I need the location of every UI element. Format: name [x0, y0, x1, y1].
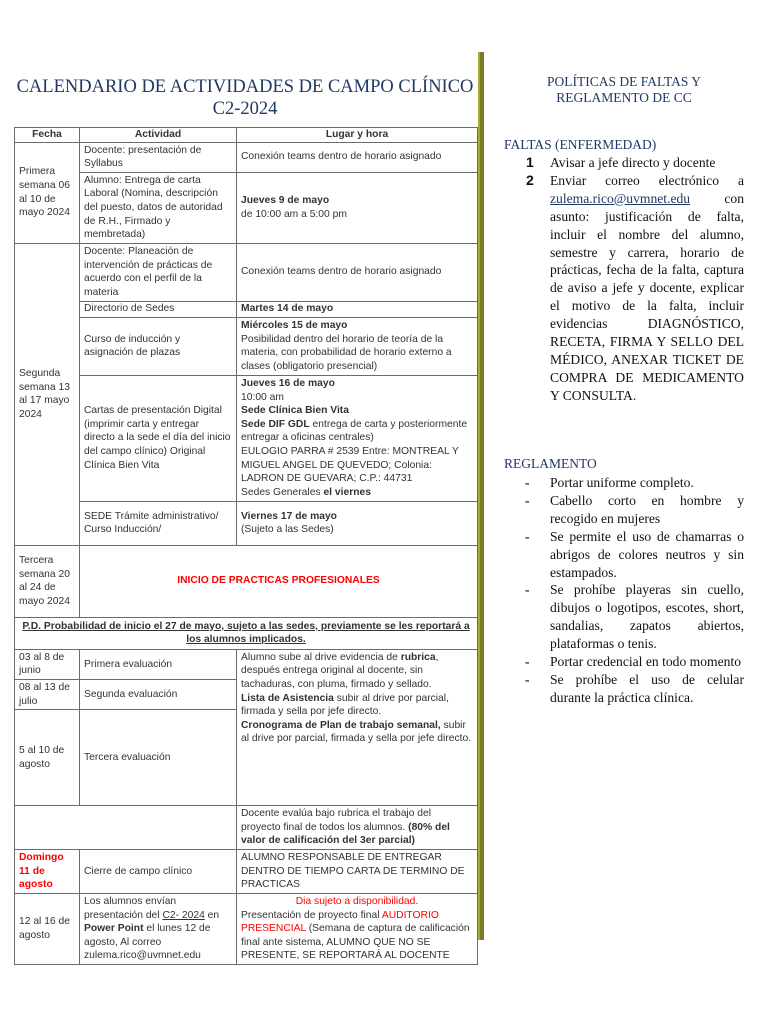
table-row [15, 545, 478, 617]
pd-note: P.D. Probabilidad de inicio el 27 de mayo, sujeto a las sedes, previamente se les reportará a los alumnos implicados. [15, 617, 478, 649]
calendar-table [14, 127, 478, 965]
activity-cell: Docente: Planeación de intervención de prácticas de acuerdo con el perfil de la materia [80, 243, 237, 301]
list-number: 2 [526, 171, 534, 188]
place-cell [237, 375, 478, 501]
activity-text-underline: C2- 2024 [162, 909, 205, 921]
place-cell [237, 893, 478, 964]
activity-cell: Primera evaluación [80, 649, 237, 679]
week-3-date: Tercera semana 20 al 24 de mayo 2024 [15, 545, 80, 617]
list-text: Se permite el uso de chamarras o abrigos de colores neutros y sin estampados. [550, 528, 744, 580]
email-link[interactable]: zulema.rico@uvmnet.edu [550, 190, 691, 206]
header-lugar: Lugar y hora [237, 128, 478, 143]
calendar-title: CALENDARIO DE ACTIVIDADES DE CAMPO CLÍNICO C2-2024 [16, 77, 474, 119]
eval-1-date: 03 al 8 de junio [15, 649, 80, 679]
table-row [15, 375, 478, 501]
eval-text: subir al drive por parcial, firmada y sella por jefe directo. [241, 692, 449, 718]
activity-text: en [204, 909, 220, 921]
faltas-list [504, 154, 744, 405]
eval-2-date: 08 al 13 de julio [15, 679, 80, 709]
place-address: EULOGIO PARRA # 2539 Entre: MONTREAL Y MIGUEL ANGEL DE QUEVEDO; Colonia: LADRON DE GUEVARA; C.P.: 44731 [241, 446, 459, 485]
header-fecha: Fecha [15, 128, 80, 143]
activity-cell: Docente: presentación de Syllabus [80, 142, 237, 172]
activity-cell: Alumno: Entrega de carta Laboral (Nomina, descripción del puesto, datos de autoridad de R.H., Firmado y membretada) [80, 172, 237, 243]
list-text: Enviar correo electrónico a [550, 172, 744, 188]
place-date: Viernes 17 de mayo [241, 510, 337, 522]
practice-start-banner: INICIO DE PRACTICAS PROFESIONALES [80, 545, 478, 617]
column-divider [478, 52, 484, 940]
place-cell [237, 501, 478, 545]
activity-cell: Tercera evaluación [80, 710, 237, 806]
activity-text: Los alumnos envían presentación del [84, 895, 177, 921]
table-row [15, 243, 478, 301]
eval-text: Docente evalúa bajo rubrica el trabajo del proyecto final de todos los alumnos. [241, 808, 432, 833]
place-text: (Semana de captura de calificación final ante sistema, ALUMNO QUE NO SE PRESENTE, SE REPORTARÁ AL DOCENTE [241, 923, 470, 962]
eval-text-bold: Lista de Asistencia [241, 692, 334, 704]
list-text: Avisar a jefe directo y docente [550, 155, 716, 170]
list-item [504, 671, 744, 707]
policies-title: POLÍTICAS DE FALTAS Y REGLAMENTO DE CC [546, 74, 702, 105]
table-row [15, 142, 478, 172]
dash-bullet: - [525, 671, 530, 687]
list-text: Portar uniforme completo. [550, 475, 694, 490]
list-text: Cabello corto en hombre y recogido en mujeres [550, 492, 744, 526]
dash-bullet: - [525, 528, 530, 544]
table-row [15, 501, 478, 545]
table-row [15, 301, 478, 317]
activity-cell: SEDE Trámite administrativo/ Curso Inducción/ [80, 501, 237, 545]
list-text: con asunto: justificación de falta, incluir el nombre del alumno, semestre y carrera, horario de prácticas, fecha de la falta, captura de aviso a jefe y docente, explicar el motivo de la falta, incluir evidencias DIAGNÓSTICO, RECETA, FIRMA Y SELLO DEL MÉDICO, ANEXAR TICKET DE COMPRA DE MEDICAMENTO Y CONSULTA. [550, 190, 744, 403]
auditorium-note: AUDITORIO PRESENCIAL [241, 909, 439, 935]
activity-cell: Curso de inducción y asignación de plazas [80, 317, 237, 375]
table-header-row [15, 128, 478, 143]
availability-note: Dia sujeto a disponibilidad. [295, 895, 419, 907]
reglamento-heading: REGLAMENTO [504, 456, 597, 471]
eval-final-note [237, 806, 478, 850]
place-cell: Conexión teams dentro de horario asignado [237, 142, 478, 172]
table-row [15, 893, 478, 964]
list-item [504, 474, 744, 492]
place-day: el viernes [323, 486, 371, 498]
closing-date: Domingo 11 de agosto [15, 849, 80, 893]
place-site: Sede Clínica Bien Vita [241, 405, 349, 417]
faltas-heading: FALTAS (ENFERMEDAD) [504, 137, 657, 152]
eval-text: Alumno sube al drive evidencia de [241, 651, 401, 663]
list-number: 1 [526, 154, 534, 170]
place-site-dif: Sede DIF GDL [241, 418, 310, 430]
activity-cell: Directorio de Sedes [80, 301, 237, 317]
reglamento-list [504, 474, 744, 707]
place-cell: ALUMNO RESPONSABLE DE ENTREGAR DENTRO DE TIEMPO CARTA DE TERMINO DE PRACTICAS [237, 849, 478, 893]
header-actividad: Actividad [80, 128, 237, 143]
list-item [504, 653, 744, 671]
eval-text-bold: Cronograma de Plan de trabajo semanal, [241, 719, 441, 731]
eval-text-bold: (80% del valor de calificación del 3er parcial) [241, 821, 450, 847]
place-detail: Sedes Generales [241, 486, 324, 498]
list-item [504, 528, 744, 582]
place-date: Jueves 9 de mayo [241, 195, 330, 207]
place-cell [237, 317, 478, 375]
final-week-date: 12 al 16 de agosto [15, 893, 80, 964]
dash-bullet: - [525, 582, 530, 598]
table-row [15, 617, 478, 649]
list-text: Se prohíbe el uso de celular durante la práctica clínica. [550, 671, 744, 705]
list-item [504, 172, 744, 405]
dash-bullet: - [525, 475, 530, 490]
week-2-date: Segunda semana 13 al 17 mayo 2024 [15, 243, 80, 545]
list-item [504, 581, 744, 653]
place-cell [237, 172, 478, 243]
place-cell: Martes 14 de mayo [237, 301, 478, 317]
list-item [504, 492, 744, 528]
eval-text: subir al drive por parcial, firmada y sella por jefe directo. [241, 719, 472, 745]
place-detail: (Sujeto a las Sedes) [241, 524, 334, 536]
list-text: Portar credencial en todo momento [550, 654, 742, 670]
place-date: Miércoles 15 de mayo [241, 320, 348, 332]
place-time: 10:00 am [241, 391, 284, 403]
dash-bullet: - [525, 654, 530, 670]
place-date: Jueves 16 de mayo [241, 378, 335, 390]
place-text: Presentación de proyecto final [241, 909, 382, 921]
table-row [15, 806, 478, 850]
activity-cell: Cartas de presentación Digital (imprimir carta y entregar directo a la sede el día del inicio del campo clínico) Original Clínica Bien Vita [80, 375, 237, 501]
dash-bullet: - [525, 492, 530, 508]
table-row [15, 172, 478, 243]
activity-cell [80, 893, 237, 964]
eval-text-bold: rubrica [400, 651, 436, 663]
table-row [15, 649, 478, 679]
activity-text-bold: Power Point [84, 923, 144, 935]
table-row [15, 317, 478, 375]
list-item [504, 154, 744, 172]
place-cell: Conexión teams dentro de horario asignado [237, 243, 478, 301]
eval-instructions [237, 649, 478, 805]
week-1-date: Primera semana 06 al 10 de mayo 2024 [15, 142, 80, 243]
eval-text: , después entrega original al docente, sin tachaduras, con pluma, firmado y sellado. [241, 651, 439, 690]
place-time: de 10:00 am a 5:00 pm [241, 208, 347, 220]
list-text: Se prohíbe playeras sin cuello, dibujos o logotipos, escotes, short, sandalias, zapatos abiertos, plataformas o tenis. [550, 582, 744, 652]
table-row [15, 849, 478, 893]
eval-3-date: 5 al 10 de agosto [15, 710, 80, 806]
place-detail: entrega de carta y posteriormente entregar a oficinas centrales) [241, 418, 468, 444]
activity-text: el lunes 12 de agosto, Al correo zulema.rico@uvmnet.edu [84, 923, 211, 962]
activity-cell: Segunda evaluación [80, 679, 237, 709]
activity-cell: Cierre de campo clínico [80, 849, 237, 893]
place-detail: Posibilidad dentro del horario de teoría de la materia, con probabilidad de horario externo a clases (obligatorio presencial) [241, 333, 452, 372]
